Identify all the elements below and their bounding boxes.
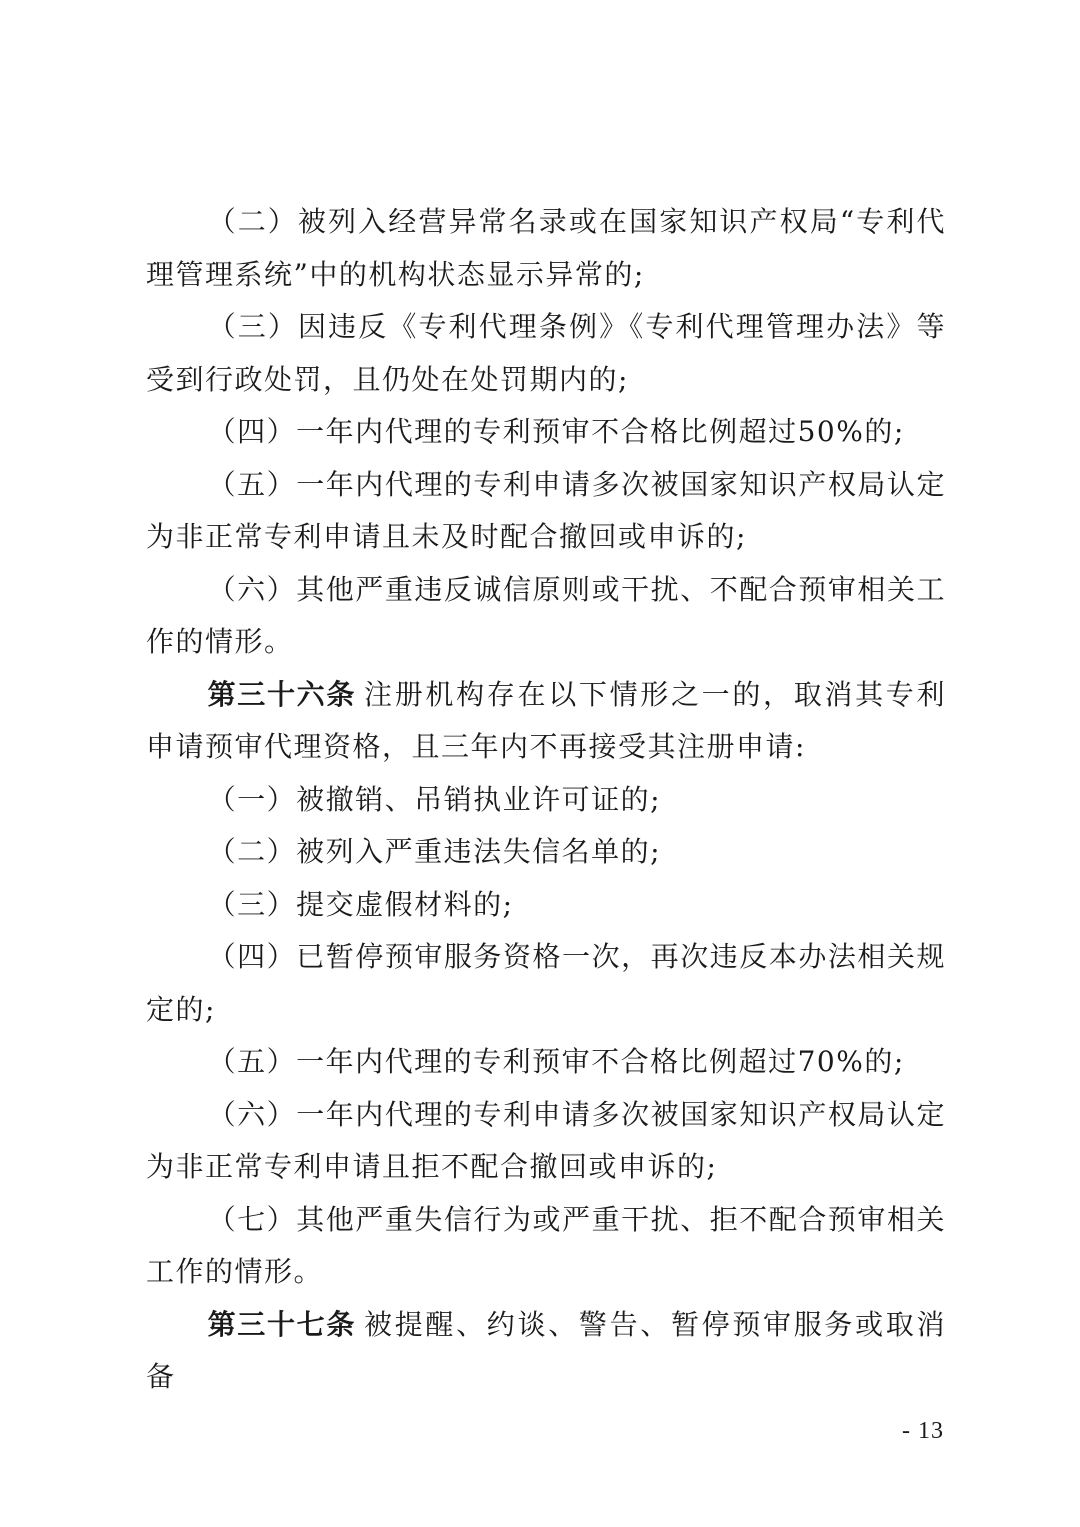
article-36-text: 注册机构存在以下情形之一的，取消其专利申请预审代理资格，且三年内不再接受其注册申请:: [146, 677, 946, 763]
paragraph-item-2: （二）被列入经营异常名录或在国家知识产权局“专利代理管理系统”中的机构状态显示异常的;: [146, 205, 946, 291]
article-36-item-5: （五）一年内代理的专利预审不合格比例超过70%的;: [207, 1045, 905, 1078]
page-number: - 13: [902, 1418, 944, 1444]
article-36-item-2: （二）被列入严重违法失信名单的;: [207, 835, 662, 868]
article-36-title: 第三十六条: [207, 677, 357, 711]
article-37-title: 第三十七条: [207, 1307, 357, 1341]
article-36-item-4: （四）已暂停预审服务资格一次，再次违反本办法相关规定的;: [146, 940, 946, 1026]
article-37-text: 被提醒、约谈、警告、暂停预审服务或取消备: [146, 1307, 946, 1393]
paragraph-item-3: （三）因违反《专利代理条例》《专利代理管理办法》等受到行政处罚，且仍处在处罚期内的;: [146, 310, 946, 396]
body-text: [146, 196, 946, 1404]
paragraph-item-6: （六）其他严重违反诚信原则或干扰、不配合预审相关工作的情形。: [146, 572, 946, 658]
article-36-item-6: （六）一年内代理的专利申请多次被国家知识产权局认定为非正常专利申请且拒不配合撤回或申诉的;: [146, 1097, 946, 1183]
article-36-item-7: （七）其他严重失信行为或严重干扰、拒不配合预审相关工作的情形。: [146, 1202, 946, 1288]
article-36-item-3: （三）提交虚假材料的;: [207, 887, 514, 921]
paragraph-item-4: （四）一年内代理的专利预审不合格比例超过50%的;: [207, 415, 905, 448]
paragraph-item-5: （五）一年内代理的专利申请多次被国家知识产权局认定为非正常专利申请且未及时配合撤回或申诉的;: [146, 467, 946, 553]
article-37: [146, 1299, 946, 1404]
article-36: [146, 669, 946, 774]
article-36-item-1: （一）被撤销、吊销执业许可证的;: [207, 782, 662, 816]
